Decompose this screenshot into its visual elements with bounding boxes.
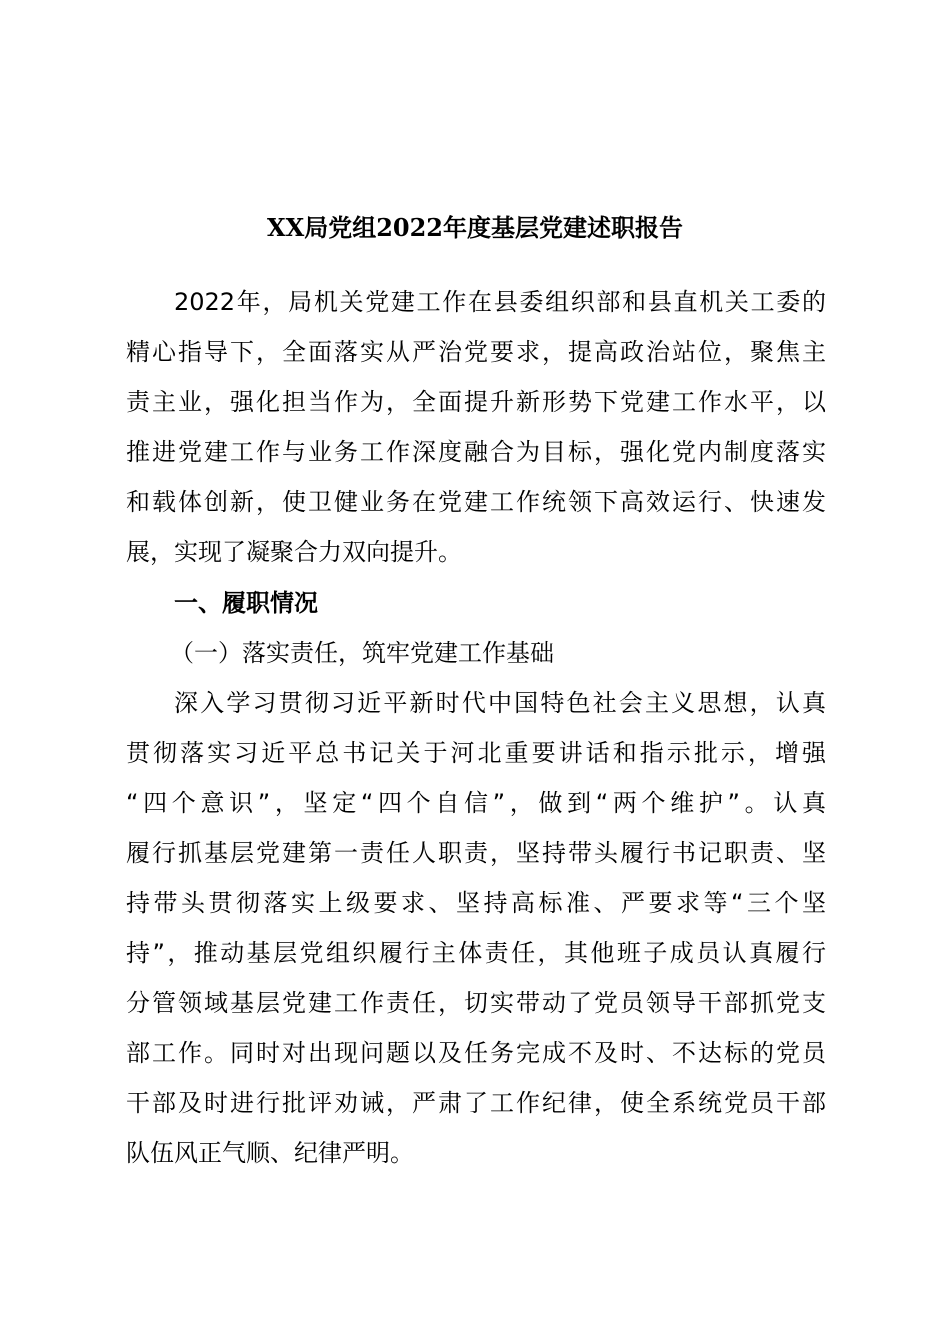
section-heading: 一、履职情况 [174, 589, 318, 617]
body-line-6: 持”，推动基层党组织履行主体责任，其他班子成员认真履行 [126, 939, 826, 967]
intro-line-3: 责主业，强化担当作为，全面提升新形势下党建工作水平，以 [126, 388, 826, 416]
document-title: XX局党组2022年度基层党建述职报告 [266, 213, 684, 242]
body-line-1: 深入学习贯彻习近平新时代中国特色社会主义思想，认真 [174, 689, 826, 717]
intro-line-1: 2022年，局机关党建工作在县委组织部和县直机关工委的 [174, 288, 826, 316]
body-line-9: 干部及时进行批评劝诫，严肃了工作纪律，使全系统党员干部 [126, 1089, 826, 1117]
body-line-3: “四个意识”，坚定“四个自信”，做到“两个维护”。认真 [126, 789, 826, 817]
intro-line-4: 推进党建工作与业务工作深度融合为目标，强化党内制度落实 [126, 438, 826, 466]
intro-line-2: 精心指导下，全面落实从严治党要求，提高政治站位，聚焦主 [126, 338, 826, 366]
body-line-7: 分管领域基层党建工作责任，切实带动了党员领导干部抓党支 [126, 989, 826, 1017]
body-line-2: 贯彻落实习近平总书记关于河北重要讲话和指示批示，增强 [126, 739, 826, 767]
intro-line-5: 和载体创新，使卫健业务在党建工作统领下高效运行、快速发 [126, 488, 826, 516]
body-line-10: 队伍风正气顺、纪律严明。 [126, 1139, 414, 1167]
subsection-heading: （一）落实责任，筑牢党建工作基础 [170, 639, 554, 667]
body-line-4: 履行抓基层党建第一责任人职责，坚持带头履行书记职责、坚 [126, 839, 826, 867]
intro-line-6: 展，实现了凝聚合力双向提升。 [126, 538, 462, 566]
body-line-5: 持带头贯彻落实上级要求、坚持高标准、严要求等“三个坚 [126, 889, 826, 917]
body-line-8: 部工作。同时对出现问题以及任务完成不及时、不达标的党员 [126, 1039, 826, 1067]
